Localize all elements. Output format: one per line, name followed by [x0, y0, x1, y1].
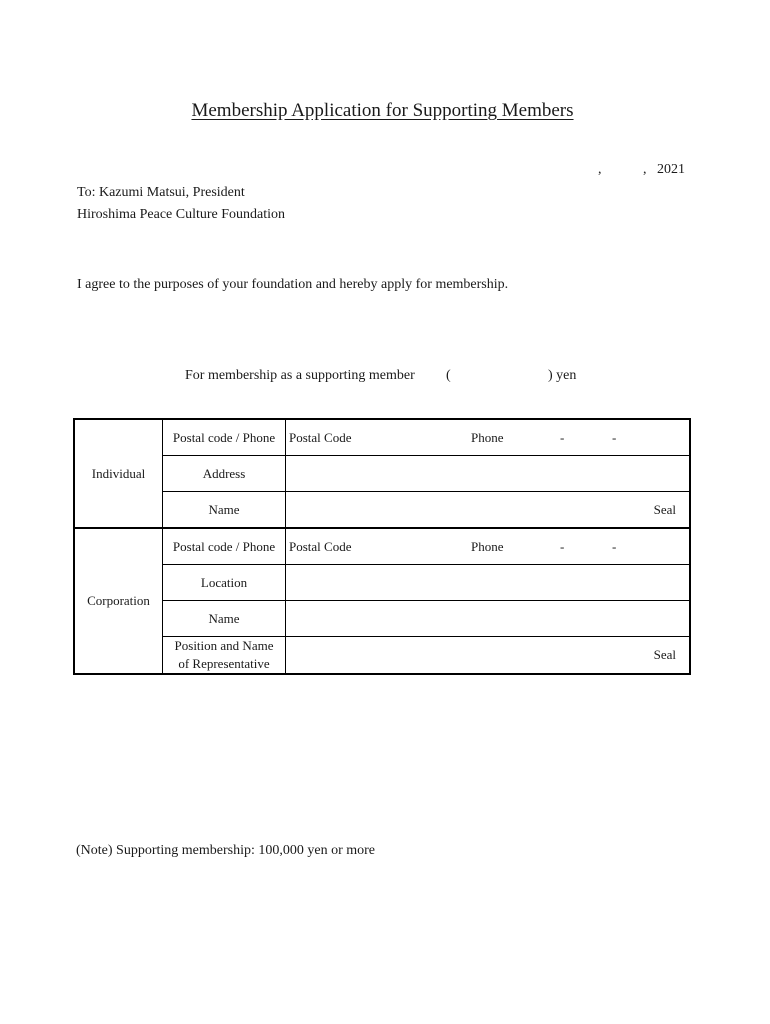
corporation-name-label: Name [163, 601, 286, 637]
corporation-postal-row [74, 528, 690, 565]
addressee-line-1: To: Kazumi Matsui, President [77, 185, 245, 200]
individual-group-label: Individual [74, 419, 163, 528]
corporation-name-row [74, 601, 690, 637]
individual-name-label: Name [163, 492, 286, 529]
corporation-location-label: Location [163, 565, 286, 601]
individual-postal-phone-label: Postal code / Phone [163, 419, 286, 456]
amount-label: For membership as a supporting member [185, 368, 415, 383]
addressee-line-2: Hiroshima Peace Culture Foundation [77, 207, 286, 222]
corporation-name-field[interactable] [286, 601, 691, 637]
membership-note: (Note) Supporting membership: 100,000 yen or more [76, 843, 376, 858]
representative-label-line-2: of Representative [178, 656, 270, 671]
amount-input-field[interactable] [458, 366, 546, 386]
corporation-location-field[interactable] [286, 565, 691, 601]
corporation-postal-phone-label: Postal code / Phone [163, 528, 286, 565]
individual-seal-label: Seal [653, 501, 676, 517]
amount-unit: ) yen [548, 368, 577, 383]
individual-phone-dash-2: - [612, 429, 617, 445]
document-title: Membership Application for Supporting Members [191, 100, 574, 121]
corporation-phone-dash-1: - [560, 538, 565, 554]
corporation-seal-label: Seal [653, 647, 676, 662]
individual-postal-row [74, 419, 690, 456]
corporation-representative-row [74, 637, 690, 675]
individual-name-field[interactable] [286, 492, 691, 529]
corporation-representative-field[interactable] [286, 637, 691, 675]
individual-address-row [74, 456, 690, 492]
application-statement: I agree to the purposes of your foundation and hereby apply for membership. [77, 277, 509, 292]
corporation-location-row [74, 565, 690, 601]
individual-phone-label: Phone [471, 429, 504, 445]
amount-open-paren: ( [446, 368, 451, 383]
corporation-representative-label [163, 637, 286, 675]
corporation-phone-label: Phone [471, 538, 504, 554]
individual-phone-dash-1: - [560, 429, 565, 445]
date-year: 2021 [657, 162, 685, 177]
individual-address-label: Address [163, 456, 286, 492]
corporation-postal-code-label: Postal Code [289, 538, 352, 554]
individual-postal-code-label: Postal Code [289, 429, 352, 445]
date-month-separator: , [598, 162, 602, 177]
representative-label-line-1: Position and Name [174, 638, 274, 653]
corporation-group-label: Corporation [74, 528, 163, 674]
individual-name-row [74, 492, 690, 529]
date-day-separator: , [643, 162, 647, 177]
individual-address-field[interactable] [286, 456, 691, 492]
application-form-table [73, 418, 691, 675]
corporation-postal-phone-field[interactable] [286, 528, 691, 565]
corporation-phone-dash-2: - [612, 538, 617, 554]
individual-postal-phone-field[interactable] [286, 419, 691, 456]
